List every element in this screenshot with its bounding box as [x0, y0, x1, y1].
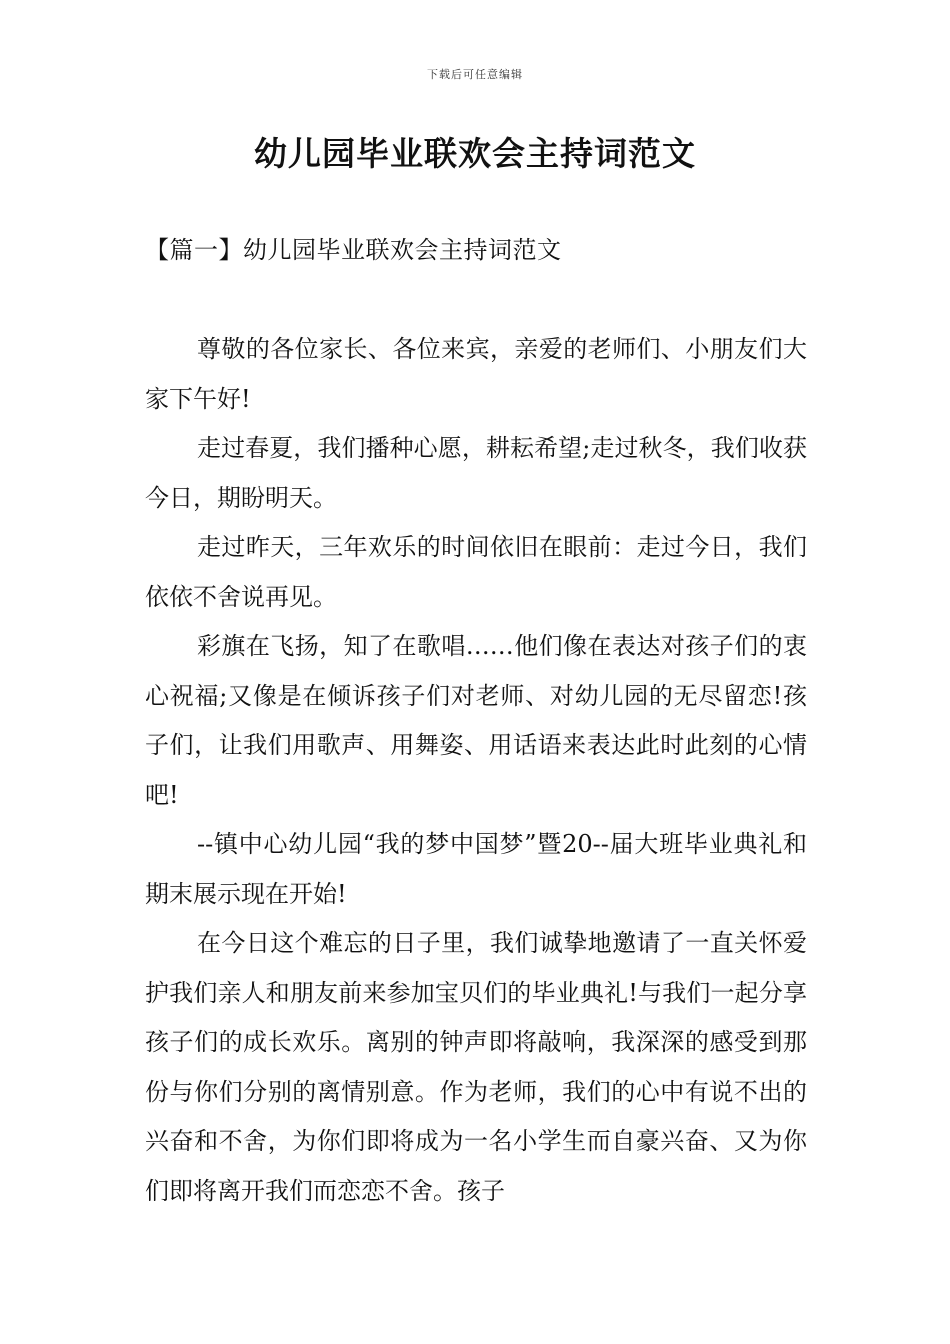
header-note: 下载后可任意编辑: [427, 68, 523, 81]
section-heading: 【篇一】幼儿园毕业联欢会主持词范文: [145, 236, 562, 264]
document-title: 幼儿园毕业联欢会主持词范文: [254, 134, 696, 173]
paragraph: 尊敬的各位家长、各位来宾，亲爱的老师们、小朋友们大家下午好!: [145, 335, 807, 413]
paragraph: 在今日这个难忘的日子里，我们诚挚地邀请了一直关怀爱护我们亲人和朋友前来参加宝贝们的毕业典礼!与我们一起分享孩子们的成长欢乐。离别的钟声即将敲响，我深深的感受到那份与你们分别的离情别意。作为老师，我们的心中有说不出的兴奋和不舍，为你们即将成为一名小学生而自豪兴奋、又为你们即将离开我们而恋恋不舍。孩子: [145, 929, 807, 1205]
paragraph: 走过春夏，我们播种心愿，耕耘希望;走过秋冬，我们收获今日，期盼明天。: [145, 434, 807, 512]
paragraph: 走过昨天，三年欢乐的时间依旧在眼前：走过今日，我们依依不舍说再见。: [145, 533, 807, 611]
document-body: [145, 325, 807, 1216]
paragraph: 彩旗在飞扬，知了在歌唱……他们像在表达对孩子们的衷心祝福;又像是在倾诉孩子们对老师、对幼儿园的无尽留恋!孩子们，让我们用歌声、用舞姿、用话语来表达此时此刻的心情吧!: [145, 632, 807, 809]
paragraph: --镇中心幼儿园“我的梦中国梦”暨20--届大班毕业典礼和期末展示现在开始!: [145, 830, 807, 908]
